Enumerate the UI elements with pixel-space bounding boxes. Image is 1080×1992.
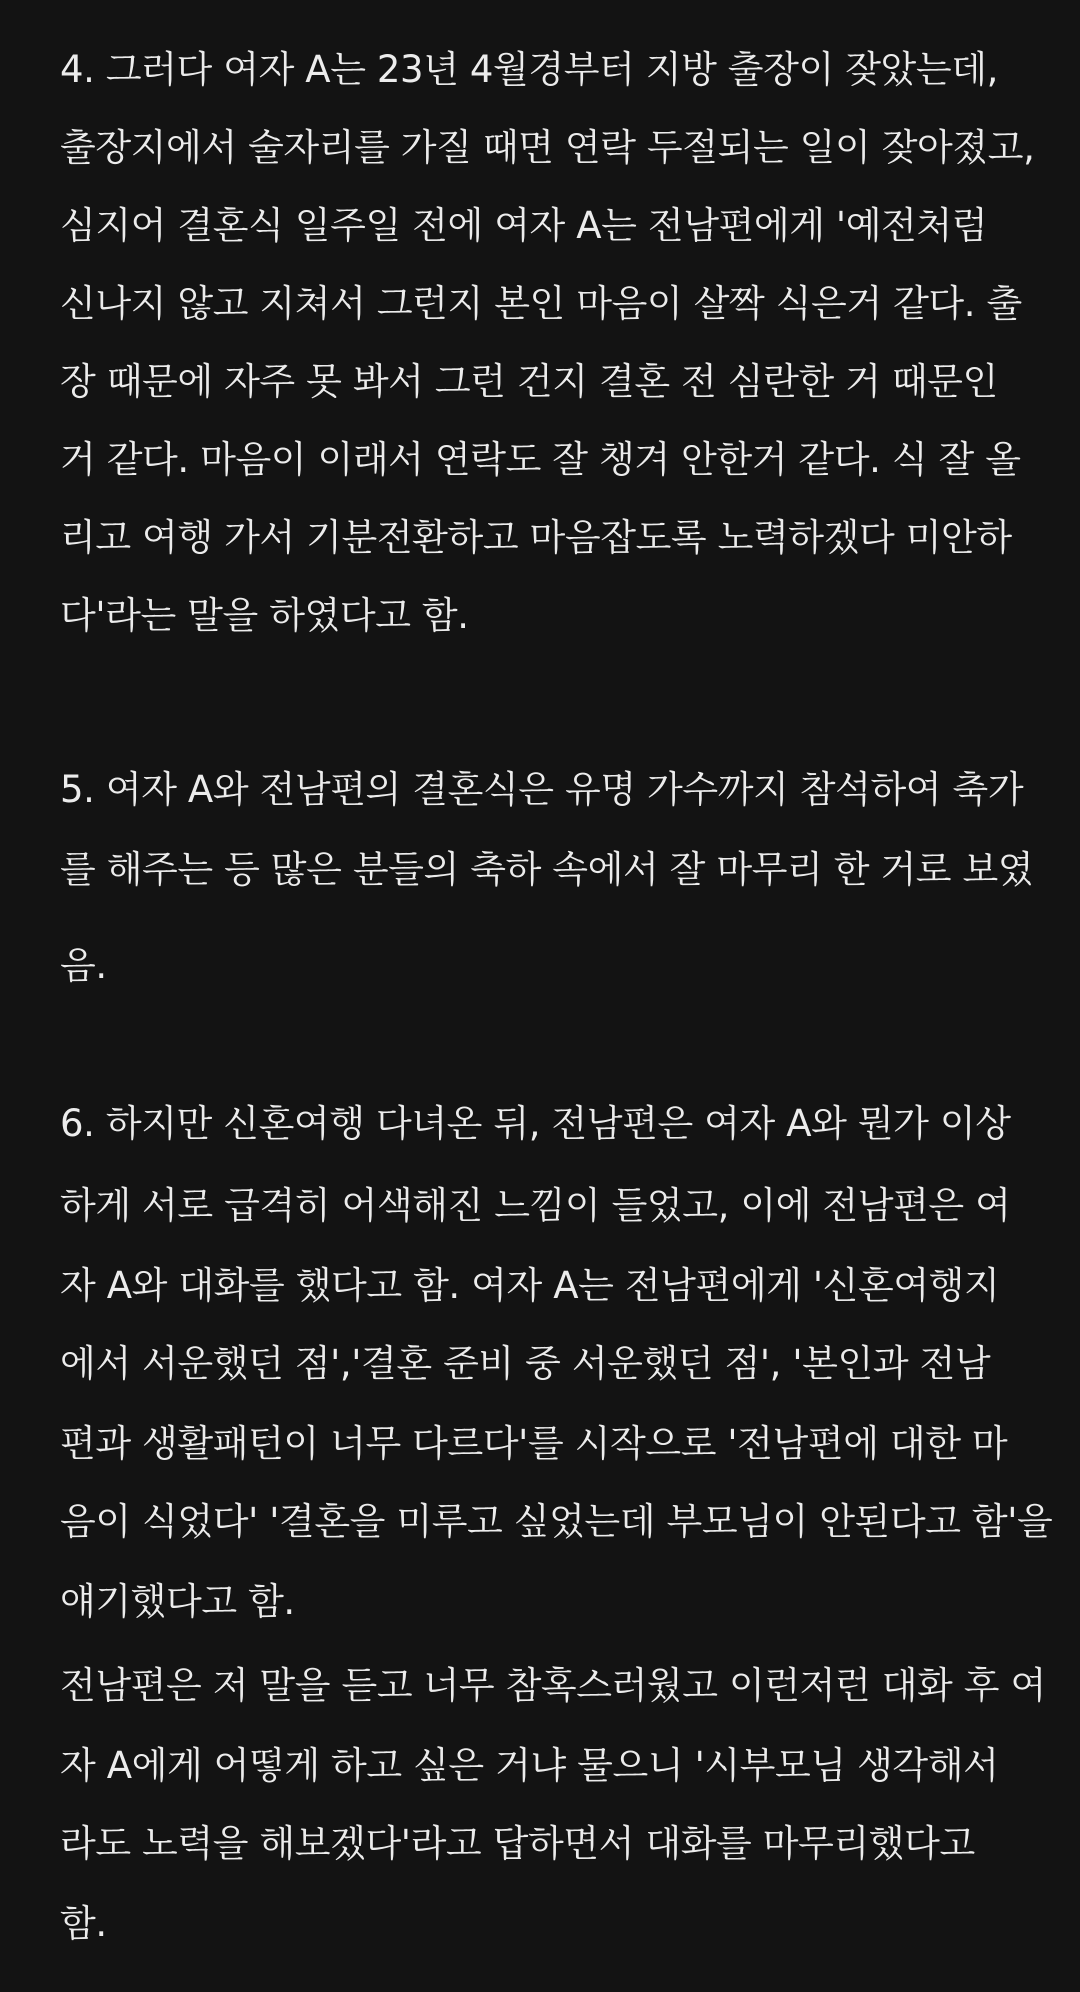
text-line: 자 A와 대화를 했다고 함. 여자 A는 전남편에게 '신혼여행지 (60, 1264, 1000, 1307)
text-line: 라도 노력을 해보겠다'라고 답하면서 대화를 마무리했다고 (60, 1822, 975, 1865)
text-line: 리고 여행 가서 기분전환하고 마음잡도록 노력하겠다 미안하 (60, 516, 1012, 559)
text-line: 음. (60, 944, 107, 987)
text-line: 하게 서로 급격히 어색해진 느낌이 들었고, 이에 전남편은 여 (60, 1184, 1011, 1227)
text-line: 신나지 않고 지쳐서 그런지 본인 마음이 살짝 식은거 같다. 출 (60, 282, 1022, 325)
text-line: 를 해주는 등 많은 분들의 축하 속에서 잘 마무리 한 거로 보였 (60, 848, 1034, 891)
text-line: 자 A에게 어떻게 하고 싶은 거냐 물으니 '시부모님 생각해서 (60, 1744, 999, 1787)
text-line: 얘기했다고 함. (60, 1580, 295, 1623)
text-line: 거 같다. 마음이 이래서 연락도 잘 챙겨 안한거 같다. 식 잘 올 (60, 438, 1021, 481)
text-line: 에서 서운했던 점','결혼 준비 중 서운했던 점', '본인과 전남 (60, 1342, 991, 1385)
text-line: 4. 그러다 여자 A는 23년 4월경부터 지방 출장이 잦았는데, (60, 48, 998, 91)
text-line: 5. 여자 A와 전남편의 결혼식은 유명 가수까지 참석하여 축가 (60, 768, 1024, 811)
text-line: 음이 식었다' '결혼을 미루고 싶었는데 부모님이 안된다고 함'을 (60, 1500, 1053, 1543)
text-line: 출장지에서 술자리를 가질 때면 연락 두절되는 일이 잦아졌고, (60, 126, 1035, 169)
text-line: 다'라는 말을 하였다고 함. (60, 594, 469, 637)
text-line: 심지어 결혼식 일주일 전에 여자 A는 전남편에게 '예전처럼 (60, 204, 988, 247)
text-line: 6. 하지만 신혼여행 다녀온 뒤, 전남편은 여자 A와 뭔가 이상 (60, 1102, 1011, 1145)
text-line: 함. (60, 1902, 107, 1945)
text-line: 전남편은 저 말을 듣고 너무 참혹스러웠고 이런저런 대화 후 여 (60, 1664, 1046, 1707)
text-line: 편과 생활패턴이 너무 다르다'를 시작으로 '전남편에 대한 마 (60, 1422, 1008, 1465)
text-line: 장 때문에 자주 못 봐서 그런 건지 결혼 전 심란한 거 때문인 (60, 360, 998, 403)
